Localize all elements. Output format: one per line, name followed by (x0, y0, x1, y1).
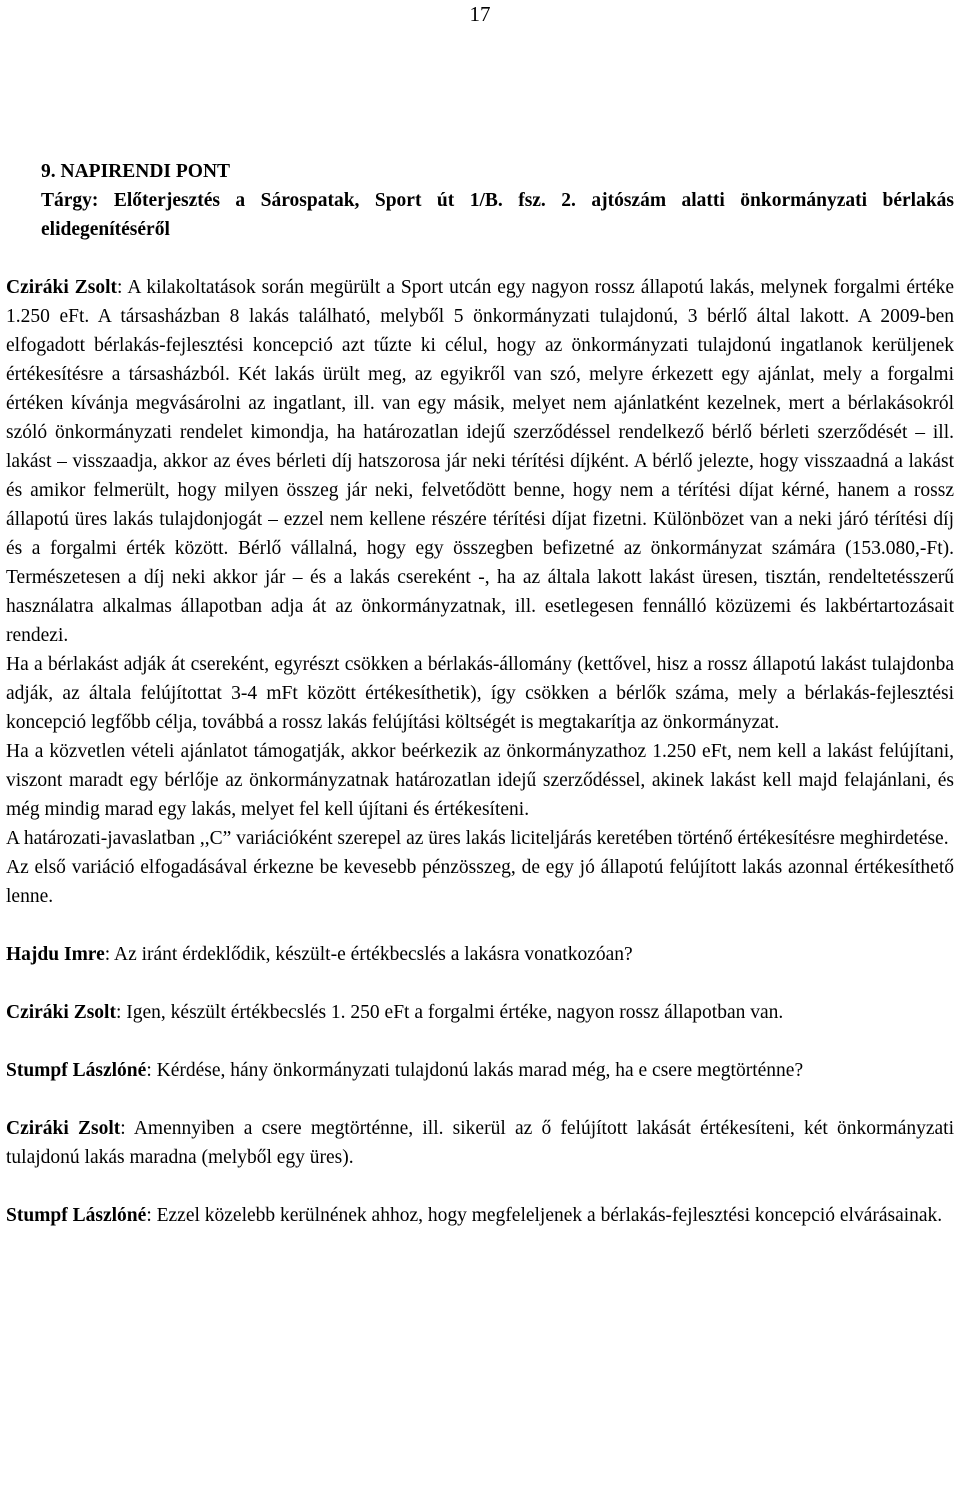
speech-block (6, 998, 954, 1027)
speech-paragraph (6, 1201, 954, 1230)
speaker-name: Stumpf Lászlóné (6, 1060, 147, 1081)
speech-paragraph (6, 940, 954, 969)
speech-paragraph: A határozati-javaslatban ,,C” variációként szerepel az üres lakás liciteljárás keretében történő értékesítésre meghirdetése. (6, 828, 949, 849)
speech-block (6, 1056, 954, 1085)
speech-text: : Igen, készült értékbecslés 1. 250 eFt a forgalmi értéke, nagyon rossz állapotban van. (115, 1002, 784, 1023)
speaker-name: Cziráki Zsolt (6, 1002, 116, 1023)
speech-block (6, 273, 954, 911)
speech-block (6, 1201, 954, 1230)
speech-paragraph (6, 1056, 954, 1085)
document-body (6, 157, 954, 1230)
speaker-name: Cziráki Zsolt (6, 277, 118, 298)
speech-paragraph (6, 1114, 954, 1172)
speech-text: : Az iránt érdeklődik, készült-e értékbecslés a lakásra vonatkozóan? (104, 944, 633, 965)
speech-text: : Kérdése, hány önkormányzati tulajdonú lakás marad még, ha e csere megtörténne? (146, 1060, 804, 1081)
speaker-name: Hajdu Imre (6, 944, 105, 965)
speaker-name: Stumpf Lászlóné (6, 1205, 147, 1226)
speech-text: : Ezzel közelebb kerülnének ahhoz, hogy megfeleljenek a bérlakás-fejlesztési koncepció elvárásainak. (146, 1205, 943, 1226)
speech-block (6, 940, 954, 969)
agenda-subject: Tárgy: Előterjesztés a Sárospatak, Sport út 1/B. fsz. 2. ajtószám alatti önkormányzati bérlakás elidegenítéséről (41, 190, 954, 240)
speech-paragraph: Ha a közvetlen vételi ajánlatot támogatják, akkor beérkezik az önkormányzathoz 1.250 eFt, nem kell a lakást felújítani, viszont maradt egy bérlője az önkormányzatnak határozatlan idejű szerződéssel, akinek lakást kell majd felajánlani, és még mindig marad egy lakás, melyet fel kell újítani és értékesíteni. (6, 741, 954, 820)
speech-block (6, 1114, 954, 1172)
speech-text: : A kilakoltatások során megürült a Sport utcán egy nagyon rossz állapotú lakás, melynek forgalmi értéke 1.250 eFt. A társasházban 8 lakás található, melyből 5 önkormányzati tulajdonú, 3 bérlő által lakott. A 2009-ben elfogadott bérlakás-fejlesztési koncepció azt tűzte ki célul, hogy az önkormányzati tulajdonú ingatlanok kerüljenek értékesítésre a társasházból. Két lakás ürült meg, az egyikről van szó, melyre érkezett egy ajánlat, mely a forgalmi értéken kívánja megvásárolni az ingatlant, ill. van egy másik, melyet nem ajánlatként kezelnek, mert a bérlakásokról szóló önkormányzati rendelet kimondja, ha határozatlan idejű szerződéssel rendelkező bérlő bérleti szerződését – ill. lakást – visszaadja, akkor az éves bérleti díj hatszorosa jár neki térítési díjként. A bérlő jelezte, hogy visszaadná a lakást és amikor felmerült, hogy milyen összeg jár neki, felvetődött benne, hogy nem a térítési díjat kérné, hanem a rossz állapotú üres lakás tulajdonjogát – ezzel nem kellene részére térítési díjat fizetni. Különbözet van a neki járó térítési díj és a forgalmi érték között. Bérlő vállalná, hogy egy összegben befizetné az önkormányzat számára (153.080,-Ft). Természetesen a díj neki akkor jár – és a lakás csereként -, ha az általa lakott lakást üresen, tisztán, rendeltetésszerű használatra alkalmas állapotban adja át az önkormányzatnak, ill. esetlegesen fennálló közüzemi és lakbértartozásait rendezi. (6, 277, 954, 646)
speech-paragraph: Az első variáció elfogadásával érkezne be kevesebb pénzösszeg, de egy jó állapotú felújított lakás azonnal értékesíthető lenne. (6, 857, 954, 907)
speaker-name: Cziráki Zsolt (6, 1118, 121, 1139)
speech-paragraph (6, 998, 954, 1027)
speech-text: : Amennyiben a csere megtörténne, ill. sikerül az ő felújított lakását értékesíteni, két önkormányzati tulajdonú lakás maradna (melyből egy üres). (6, 1118, 954, 1168)
speech-paragraph: Ha a bérlakást adják át csereként, egyrészt csökken a bérlakás-állomány (kettővel, hisz a rossz állapotú lakást tulajdonba adják, az általa felújítottat 3-4 mFt között értékesíthetik), így csökken a bérlők száma, mely a bérlakás-fejlesztési koncepció legfőbb célja, továbbá a rossz lakás felújítási költségét is megtakarítja az önkormányzat. (6, 654, 954, 733)
agenda-heading: 9. NAPIRENDI PONT (41, 161, 231, 182)
page-number: 17 (469, 2, 491, 26)
speech-paragraph (6, 273, 954, 650)
